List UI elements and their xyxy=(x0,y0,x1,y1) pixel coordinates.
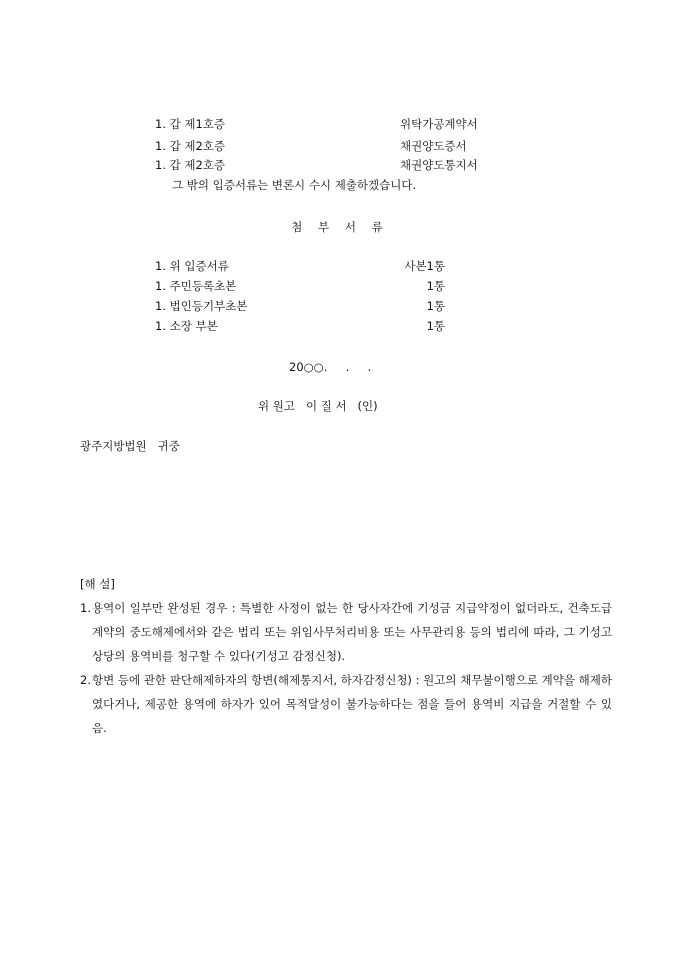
attachment-qty: 1통 xyxy=(426,279,445,293)
attachment-item xyxy=(155,316,455,336)
attachment-item xyxy=(155,276,455,296)
court-addressee: 광주지방법원 귀중 xyxy=(80,439,180,453)
commentary-item-text: 용역이 일부만 완성된 경우 : 특별한 사정이 없는 한 당사자간에 기성금 지급약정이 없더라도, 건축도급계약의 중도해제에서와 같은 법리 또는 위임사무처리비용 또는 사무관리용 등의 법리에 따라, 그 기성고 상당의 용역비를 청구할 수 있다(기성고 감정신청). xyxy=(92,601,612,663)
evidence-doc: 채권양도증서 xyxy=(400,139,467,153)
evidence-doc: 위탁가공계약서 xyxy=(400,117,478,131)
evidence-doc: 채권양도통지서 xyxy=(400,158,478,172)
attachment-qty: 사본1통 xyxy=(404,259,445,273)
attachment-item xyxy=(155,296,455,316)
attachment-label: 1. 소장 부본 xyxy=(155,319,218,333)
attachment-qty: 1통 xyxy=(426,319,445,333)
commentary-heading: [해 설] xyxy=(80,577,115,591)
evidence-item xyxy=(155,155,515,175)
commentary-item xyxy=(80,596,612,668)
plaintiff-signature: 위 원고 이 질 서 (인) xyxy=(258,399,378,413)
evidence-note: 그 밖의 입증서류는 변론시 수시 제출하겠습니다. xyxy=(172,178,417,192)
evidence-label: 1. 갑 제2호증 xyxy=(155,139,226,153)
evidence-item xyxy=(155,114,515,134)
attachment-item xyxy=(155,256,455,276)
commentary-item xyxy=(80,668,612,740)
evidence-label: 1. 갑 제1호증 xyxy=(155,117,226,131)
commentary-item-number: 1. xyxy=(80,601,91,615)
attachment-label: 1. 주민등록초본 xyxy=(155,279,237,293)
attachment-qty: 1통 xyxy=(426,299,445,313)
commentary-section xyxy=(80,572,612,740)
document-date: 20○○. . . xyxy=(289,360,372,374)
commentary-item-number: 2. xyxy=(80,673,91,687)
attachment-label: 1. 법인등기부초본 xyxy=(155,299,248,313)
attachment-label: 1. 위 입증서류 xyxy=(155,259,229,273)
evidence-item xyxy=(155,136,515,156)
attachments-title: 첨 부 서 류 xyxy=(291,220,389,234)
evidence-label: 1. 갑 제2호증 xyxy=(155,158,226,172)
commentary-item-text: 항변 등에 관한 판단해제하자의 항변(해제통지서, 하자감정신청) : 원고의 채무불이행으로 계약을 해제하였다거나, 제공한 용역에 하자가 있어 목적달성이 불가능하다는 점을 들어 용역비 지급을 거절할 수 있음. xyxy=(92,673,612,735)
